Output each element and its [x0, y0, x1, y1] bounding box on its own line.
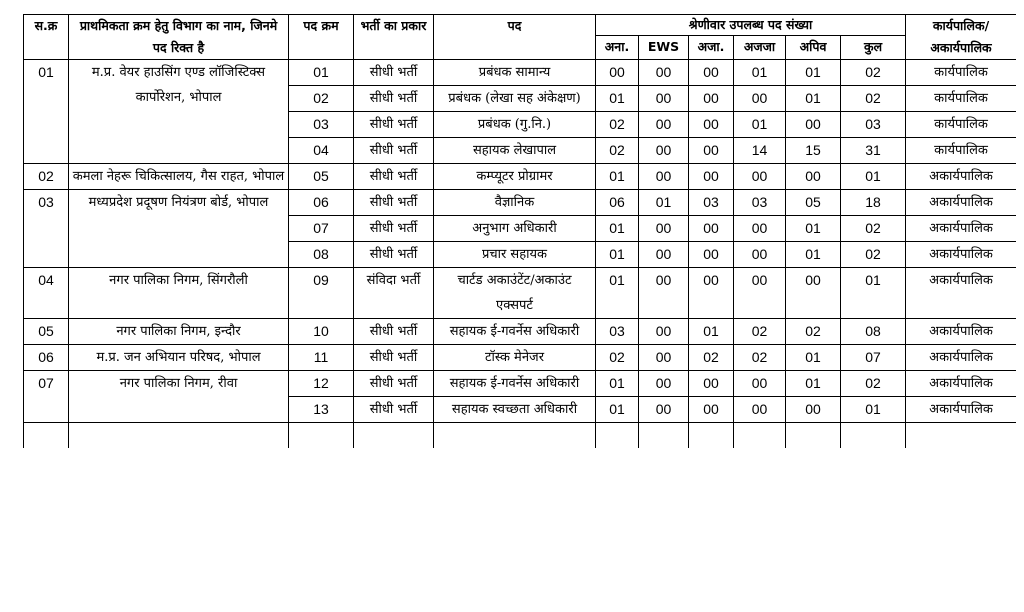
table-row [24, 190, 1017, 216]
count-unreserved: 01 [596, 371, 639, 397]
count-st: 00 [734, 242, 786, 268]
table-row [24, 319, 1017, 345]
department-name: कमला नेहरू चिकित्सालय, गैस राहत, भोपाल [69, 164, 289, 190]
count-sc: 02 [689, 345, 734, 371]
count-ews: 00 [639, 242, 689, 268]
recruitment-type: सीधी भर्ती [354, 319, 434, 345]
count-obc: 02 [786, 319, 841, 345]
department-name: नगर पालिका निगम, सिंगरौली [69, 268, 289, 319]
vacancy-table [23, 14, 1016, 448]
post-number: 06 [289, 190, 354, 216]
continuation-row [24, 423, 1017, 449]
count-st: 03 [734, 190, 786, 216]
count-obc: 01 [786, 86, 841, 112]
count-unreserved: 01 [596, 242, 639, 268]
recruitment-type: सीधी भर्ती [354, 60, 434, 86]
count-total: 08 [841, 319, 906, 345]
count-st: 14 [734, 138, 786, 164]
header-department: प्राथमिकता क्रम हेतु विभाग का नाम, जिनमे पद रिक्त है [69, 15, 289, 60]
count-st: 02 [734, 319, 786, 345]
count-total: 02 [841, 242, 906, 268]
post-name: टॉस्क मेनेजर [434, 345, 596, 371]
count-unreserved: 02 [596, 345, 639, 371]
count-total: 02 [841, 86, 906, 112]
count-obc: 00 [786, 164, 841, 190]
count-unreserved: 01 [596, 268, 639, 319]
count-obc: 01 [786, 60, 841, 86]
empty-cell [841, 423, 906, 449]
count-total: 02 [841, 371, 906, 397]
count-total: 01 [841, 164, 906, 190]
executive-type: कार्यपालिक [906, 138, 1016, 164]
count-st: 00 [734, 86, 786, 112]
post-name: वैज्ञानिक [434, 190, 596, 216]
count-total: 02 [841, 60, 906, 86]
table-row [24, 164, 1017, 190]
count-total: 02 [841, 216, 906, 242]
table-row [24, 345, 1017, 371]
count-st: 00 [734, 371, 786, 397]
recruitment-type: सीधी भर्ती [354, 397, 434, 423]
count-sc: 00 [689, 216, 734, 242]
empty-cell [734, 423, 786, 449]
count-st: 01 [734, 112, 786, 138]
count-total: 18 [841, 190, 906, 216]
group-sno: 02 [24, 164, 69, 190]
group-sno: 06 [24, 345, 69, 371]
executive-type: अकार्यपालिक [906, 268, 1016, 319]
count-ews: 00 [639, 216, 689, 242]
count-sc: 00 [689, 138, 734, 164]
header-cat-total: कुल [841, 36, 906, 60]
recruitment-type: सीधी भर्ती [354, 86, 434, 112]
post-number: 12 [289, 371, 354, 397]
executive-type: अकार्यपालिक [906, 319, 1016, 345]
count-obc: 00 [786, 397, 841, 423]
count-unreserved: 01 [596, 164, 639, 190]
post-number: 08 [289, 242, 354, 268]
empty-cell [596, 423, 639, 449]
count-ews: 00 [639, 112, 689, 138]
count-unreserved: 00 [596, 60, 639, 86]
count-ews: 00 [639, 345, 689, 371]
table-body [24, 60, 1017, 449]
count-sc: 00 [689, 60, 734, 86]
count-st: 00 [734, 216, 786, 242]
table-row [24, 371, 1017, 397]
header-cat-st: अजजा [734, 36, 786, 60]
post-name: सहायक ई-गवर्नेस अधिकारी [434, 319, 596, 345]
department-name: नगर पालिका निगम, इन्दौर [69, 319, 289, 345]
count-obc: 00 [786, 268, 841, 319]
recruitment-type: सीधी भर्ती [354, 190, 434, 216]
header-post-no: पद क्रम [289, 15, 354, 60]
executive-type: अकार्यपालिक [906, 397, 1016, 423]
empty-cell [24, 423, 69, 449]
empty-cell [906, 423, 1016, 449]
recruitment-type: सीधी भर्ती [354, 345, 434, 371]
count-obc: 01 [786, 216, 841, 242]
executive-type: कार्यपालिक [906, 86, 1016, 112]
count-unreserved: 02 [596, 112, 639, 138]
count-total: 31 [841, 138, 906, 164]
post-number: 03 [289, 112, 354, 138]
department-name: म.प्र. जन अभियान परिषद, भोपाल [69, 345, 289, 371]
header-cat-obc: अपिव [786, 36, 841, 60]
post-name: प्रबंधक सामान्य [434, 60, 596, 86]
group-sno: 07 [24, 371, 69, 423]
count-ews: 00 [639, 268, 689, 319]
recruitment-type: सीधी भर्ती [354, 371, 434, 397]
post-name: सहायक लेखापाल [434, 138, 596, 164]
post-number: 05 [289, 164, 354, 190]
count-st: 00 [734, 397, 786, 423]
recruitment-type: सीधी भर्ती [354, 164, 434, 190]
count-obc: 01 [786, 345, 841, 371]
count-sc: 03 [689, 190, 734, 216]
recruitment-type: संविदा भर्ती [354, 268, 434, 319]
header-category-group: श्रेणीवार उपलब्ध पद संख्या [596, 15, 906, 36]
post-number: 04 [289, 138, 354, 164]
empty-cell [354, 423, 434, 449]
executive-type: अकार्यपालिक [906, 345, 1016, 371]
post-number: 07 [289, 216, 354, 242]
header-executive: कार्यपालिक/ अकार्यपालिक [906, 15, 1016, 60]
post-number: 13 [289, 397, 354, 423]
count-obc: 15 [786, 138, 841, 164]
executive-type: अकार्यपालिक [906, 242, 1016, 268]
count-unreserved: 01 [596, 216, 639, 242]
empty-cell [639, 423, 689, 449]
count-ews: 00 [639, 397, 689, 423]
recruitment-type: सीधी भर्ती [354, 216, 434, 242]
count-total: 01 [841, 397, 906, 423]
header-recruitment-type: भर्ती का प्रकार [354, 15, 434, 60]
count-ews: 00 [639, 319, 689, 345]
group-sno: 03 [24, 190, 69, 268]
executive-type: कार्यपालिक [906, 60, 1016, 86]
count-sc: 00 [689, 242, 734, 268]
executive-type: अकार्यपालिक [906, 371, 1016, 397]
post-name: प्रबंधक (गु.नि.) [434, 112, 596, 138]
count-unreserved: 03 [596, 319, 639, 345]
count-st: 02 [734, 345, 786, 371]
count-sc: 00 [689, 397, 734, 423]
count-obc: 01 [786, 371, 841, 397]
header-cat-unreserved: अना. [596, 36, 639, 60]
department-name: मध्यप्रदेश प्रदूषण नियंत्रण बोर्ड, भोपाल [69, 190, 289, 268]
post-number: 10 [289, 319, 354, 345]
empty-cell [434, 423, 596, 449]
post-number: 01 [289, 60, 354, 86]
count-obc: 01 [786, 242, 841, 268]
count-st: 00 [734, 268, 786, 319]
header-row-1 [24, 15, 1017, 36]
post-name: प्रबंधक (लेखा सह अंकेक्षण) [434, 86, 596, 112]
count-obc: 05 [786, 190, 841, 216]
count-ews: 00 [639, 164, 689, 190]
count-sc: 00 [689, 164, 734, 190]
post-name: अनुभाग अधिकारी [434, 216, 596, 242]
post-name: सहायक स्वच्छता अधिकारी [434, 397, 596, 423]
empty-cell [289, 423, 354, 449]
count-total: 03 [841, 112, 906, 138]
header-sno: स.क्र [24, 15, 69, 60]
executive-type: कार्यपालिक [906, 112, 1016, 138]
header-post: पद [434, 15, 596, 60]
count-unreserved: 01 [596, 397, 639, 423]
group-sno: 01 [24, 60, 69, 164]
count-obc: 00 [786, 112, 841, 138]
group-sno: 05 [24, 319, 69, 345]
count-st: 01 [734, 60, 786, 86]
post-name: सहायक ई-गवर्नेस अधिकारी [434, 371, 596, 397]
recruitment-type: सीधी भर्ती [354, 242, 434, 268]
count-total: 01 [841, 268, 906, 319]
group-sno: 04 [24, 268, 69, 319]
empty-cell [786, 423, 841, 449]
count-ews: 00 [639, 138, 689, 164]
count-unreserved: 06 [596, 190, 639, 216]
header-cat-sc: अजा. [689, 36, 734, 60]
count-unreserved: 01 [596, 86, 639, 112]
executive-type: अकार्यपालिक [906, 216, 1016, 242]
post-number: 09 [289, 268, 354, 319]
count-ews: 00 [639, 60, 689, 86]
post-name: कम्प्यूटर प्रोग्रामर [434, 164, 596, 190]
department-name: नगर पालिका निगम, रीवा [69, 371, 289, 423]
count-sc: 00 [689, 86, 734, 112]
count-sc: 01 [689, 319, 734, 345]
count-ews: 01 [639, 190, 689, 216]
count-sc: 00 [689, 268, 734, 319]
count-ews: 00 [639, 86, 689, 112]
count-sc: 00 [689, 371, 734, 397]
table-row [24, 60, 1017, 86]
count-total: 07 [841, 345, 906, 371]
count-unreserved: 02 [596, 138, 639, 164]
empty-cell [689, 423, 734, 449]
post-name: प्रचार सहायक [434, 242, 596, 268]
recruitment-type: सीधी भर्ती [354, 112, 434, 138]
post-name: चार्टड अकाउंटेंट/अकाउंट एक्सपर्ट [434, 268, 596, 319]
post-number: 02 [289, 86, 354, 112]
executive-type: अकार्यपालिक [906, 190, 1016, 216]
recruitment-type: सीधी भर्ती [354, 138, 434, 164]
empty-cell [69, 423, 289, 449]
count-sc: 00 [689, 112, 734, 138]
recruitment-table-container [23, 14, 1016, 612]
count-st: 00 [734, 164, 786, 190]
table-row [24, 268, 1017, 319]
department-name: म.प्र. वेयर हाउसिंग एण्ड लॉजिस्टिक्स कार्पोरेशन, भोपाल [69, 60, 289, 164]
post-number: 11 [289, 345, 354, 371]
count-ews: 00 [639, 371, 689, 397]
executive-type: अकार्यपालिक [906, 164, 1016, 190]
header-cat-ews: EWS [639, 36, 689, 60]
